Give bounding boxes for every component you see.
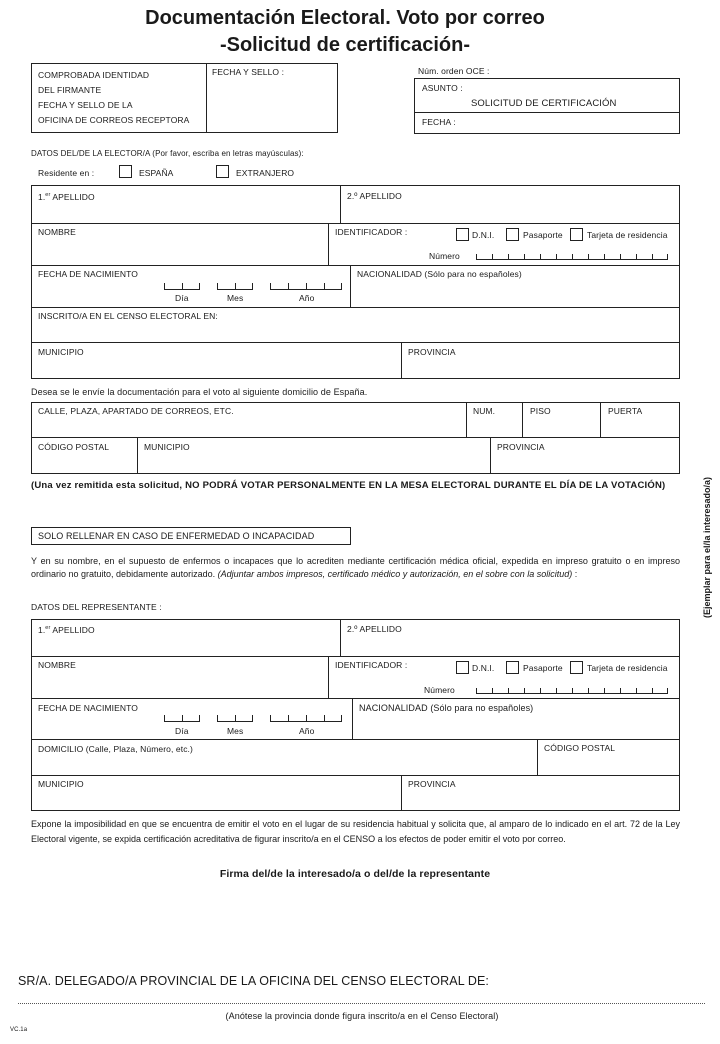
solo-rellenar-label: SOLO RELLENAR EN CASO DE ENFERMEDAD O INCAPACIDAD — [38, 531, 315, 541]
title-line-2: -Solicitud de certificación- — [219, 34, 471, 56]
rep-pasaporte-label: Pasaporte — [523, 663, 563, 673]
domicilio-intro: Desea se le envíe la documentación para el voto al siguiente domicilio de España. — [31, 387, 368, 397]
anotese-label: (Anótese la provincia donde figura inscrito/a en el Censo Electoral) — [225, 1011, 499, 1021]
rep-nombre: NOMBRE — [38, 660, 76, 670]
elector-provincia: PROVINCIA — [408, 347, 456, 357]
firma-label: Firma del/de la interesado/a o del/de la representante — [219, 868, 491, 880]
rep-tarjeta-label: Tarjeta de residencia — [587, 663, 668, 673]
extranjero-checkbox[interactable] — [216, 165, 229, 178]
stamp-line-3: FECHA Y SELLO DE LA — [38, 100, 133, 110]
domicilio-provincia: PROVINCIA — [497, 442, 545, 452]
rep-dia-field[interactable] — [164, 714, 200, 722]
num-orden-label: Núm. orden OCE : — [418, 66, 490, 76]
side-note: (Ejemplar para el/la interesado/a) — [702, 476, 712, 618]
title-line-1: Documentación Electoral. Voto por correo — [145, 7, 545, 29]
rep-mes-field[interactable] — [217, 714, 253, 722]
domicilio-puerta: PUERTA — [608, 406, 643, 416]
rep-identificador: IDENTIFICADOR : — [335, 660, 408, 670]
elector-grid — [31, 185, 680, 379]
elector-tarjeta-checkbox[interactable] — [570, 228, 583, 241]
representante-heading: DATOS DEL REPRESENTANTE : — [31, 602, 162, 612]
fecha-sello-label: FECHA Y SELLO : — [212, 67, 285, 77]
espana-label: ESPAÑA — [139, 168, 174, 178]
elector-ano-field[interactable] — [270, 282, 342, 290]
elector-fecha-nac: FECHA DE NACIMIENTO — [38, 269, 138, 279]
elector-pasaporte-label: Pasaporte — [523, 230, 563, 240]
asunto-value: SOLICITUD DE CERTIFICACIÓN — [471, 98, 617, 109]
elector-dia-field[interactable] — [164, 282, 200, 290]
rep-municipio: MUNICIPIO — [38, 779, 84, 789]
rep-dni-checkbox[interactable] — [456, 661, 469, 674]
delegado-dotted-line[interactable] — [18, 1003, 705, 1004]
elector-identificador: IDENTIFICADOR : — [335, 227, 408, 237]
elector-nacionalidad: NACIONALIDAD (Sólo para no españoles) — [357, 269, 522, 279]
rep-apellido2: 2.º APELLIDO — [347, 624, 402, 634]
elector-dia-label: Día — [175, 293, 189, 303]
asunto-label: ASUNTO : — [422, 83, 463, 93]
representante-grid — [31, 619, 680, 811]
residente-label: Residente en : — [38, 168, 95, 178]
elector-numero-field[interactable] — [476, 251, 668, 260]
rep-mes-label: Mes — [227, 726, 244, 736]
elector-apellido1: 1.$^{er}$ APELLIDO — [38, 192, 95, 202]
elector-pasaporte-checkbox[interactable] — [506, 228, 519, 241]
elector-tarjeta-label: Tarjeta de residencia — [587, 230, 668, 240]
rep-cp: CÓDIGO POSTAL — [544, 743, 616, 753]
fecha-label: FECHA : — [422, 117, 456, 127]
domicilio-calle: CALLE, PLAZA, APARTADO DE CORREOS, ETC. — [38, 406, 234, 416]
form-code: VC.1a — [10, 1027, 28, 1033]
rep-pasaporte-checkbox[interactable] — [506, 661, 519, 674]
elector-nombre: NOMBRE — [38, 227, 76, 237]
elector-numero-label: Número — [429, 251, 460, 261]
extranjero-label: EXTRANJERO — [236, 168, 295, 178]
elector-municipio: MUNICIPIO — [38, 347, 84, 357]
rep-numero-label: Número — [424, 685, 455, 695]
rep-nacionalidad: NACIONALIDAD (Sólo para no españoles) — [359, 703, 534, 713]
elector-heading: DATOS DEL/DE LA ELECTOR/A (Por favor, escriba en letras mayúsculas): — [31, 149, 304, 158]
espana-checkbox[interactable] — [119, 165, 132, 178]
elector-dni-label: D.N.I. — [472, 230, 495, 240]
elector-mes-label: Mes — [227, 293, 244, 303]
rep-dni-label: D.N.I. — [472, 663, 495, 673]
stamp-line-4: OFICINA DE CORREOS RECEPTORA — [38, 115, 190, 125]
rep-numero-field[interactable] — [476, 685, 668, 694]
rep-dia-label: Día — [175, 726, 189, 736]
stamp-line-1: COMPROBADA IDENTIDAD — [38, 70, 150, 80]
rep-ano-label: Año — [299, 726, 315, 736]
elector-apellido2: 2.º APELLIDO — [347, 191, 402, 201]
elector-ano-label: Año — [299, 293, 315, 303]
domicilio-num: NUM. — [473, 406, 496, 416]
rep-tarjeta-checkbox[interactable] — [570, 661, 583, 674]
elector-mes-field[interactable] — [217, 282, 253, 290]
domicilio-piso: PISO — [530, 406, 551, 416]
elector-inscrito: INSCRITO/A EN EL CENSO ELECTORAL EN: — [38, 311, 218, 321]
domicilio-cp: CÓDIGO POSTAL — [38, 442, 110, 452]
rep-provincia: PROVINCIA — [408, 779, 456, 789]
domicilio-municipio: MUNICIPIO — [144, 442, 190, 452]
expone-text: Expone la imposibilidad en que se encuentra de emitir el voto en el lugar de su residencia habitual y solicita que, al amparo de lo indicado en el art. 72 de la Ley Electoral vigente, se expida certificación acreditativa de figurar inscrito/a en el CENSO a los efectos de poder emitir el voto por correo. — [31, 819, 680, 844]
rep-fecha-nac: FECHA DE NACIMIENTO — [38, 703, 138, 713]
representante-intro: Y en su nombre, en el supuesto de enfermos o incapaces que lo acrediten mediante certificación médica oficial, expedida en impreso gratuito o en impreso ordinario no gratuito, debidamente autorizado. (Adjuntar ambos impresos, certificado médico y autorización, en el sobre con la solicitud) : — [31, 556, 680, 579]
warning-text: (Una vez remitida esta solicitud, NO PODRÁ VOTAR PERSONALMENTE EN LA MESA ELECTORAL DURANTE EL DÍA DE LA VOTACIÓN) — [31, 480, 666, 491]
rep-domicilio: DOMICILIO (Calle, Plaza, Número, etc.) — [38, 744, 193, 754]
stamp-line-2: DEL FIRMANTE — [38, 85, 102, 95]
rep-ano-field[interactable] — [270, 714, 342, 722]
elector-dni-checkbox[interactable] — [456, 228, 469, 241]
delegado-label: SR/A. DELEGADO/A PROVINCIAL DE LA OFICINA DEL CENSO ELECTORAL DE: — [18, 974, 489, 988]
rep-apellido1: 1.$^{er}$ APELLIDO — [38, 625, 95, 635]
